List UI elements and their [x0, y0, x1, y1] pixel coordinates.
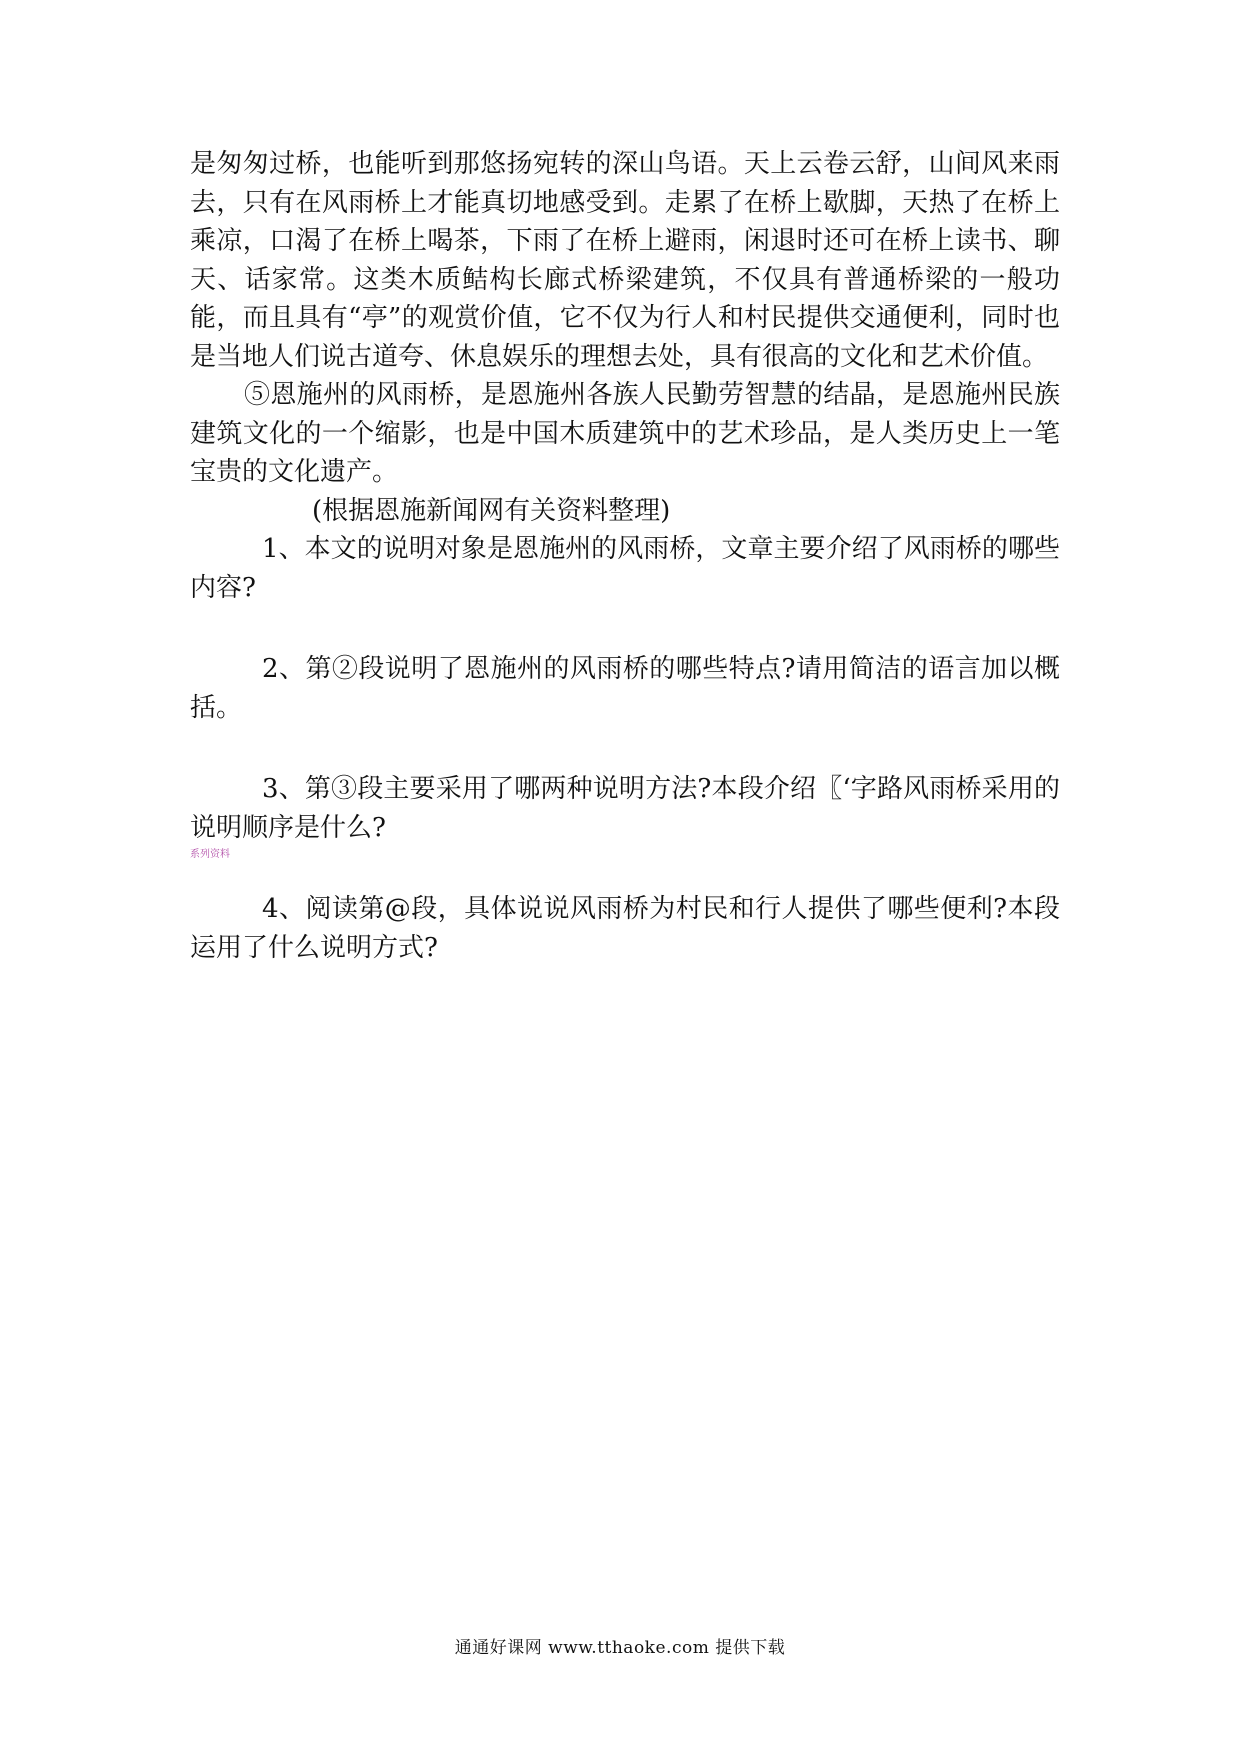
- paragraph-continuation: 是匆匆过桥，也能听到那悠扬宛转的深山鸟语。天上云卷云舒，山间风来雨去，只有在风雨桥上才能真切地感受到。走累了在桥上歇脚，天热了在桥上乘凉，口渴了在桥上喝茶，下雨了在桥上避雨，闲退时还可在桥上读书、聊天、话家常。这类木质鲒构长廊式桥梁建筑，不仅具有普通桥梁的一般功能，而且具有“亭”的观赏价值，它不仅为行人和村民提供交通便利，同时也是当地人们说古道夸、休息娱乐的理想去处，具有很高的文化和艺术价值。: [190, 149, 1060, 372]
- series-note: 系列资料: [190, 849, 230, 860]
- question-3: 3、第③段主要采用了哪两种说明方法?本段介绍〖‘字路风雨桥采用的说明顺序是什么?: [190, 774, 1060, 843]
- paragraph-5: ⑤恩施州的风雨桥，是恩施州各族人民勤劳智慧的结晶，是恩施州民族建筑文化的一个缩影，也是中国木质建筑中的艺术珍品，是人类历史上一笔宝贵的文化遗产。: [190, 380, 1060, 487]
- document-body: [190, 145, 1060, 967]
- question-2: 2、第②段说明了恩施州的风雨桥的哪些特点?请用简洁的语言加以概括。: [190, 654, 1060, 723]
- source-note: (根据恩施新闻网有关资料整理): [312, 495, 671, 526]
- page-footer: 通通好课网 www.tthaoke.com 提供下载: [454, 1638, 786, 1658]
- question-4: 4、阅读第@段，具体说说风雨桥为村民和行人提供了哪些便利?本段运用了什么说明方式?: [190, 894, 1060, 963]
- question-1: 1、本文的说明对象是恩施州的风雨桥，文章主要介绍了风雨桥的哪些内容?: [190, 534, 1060, 603]
